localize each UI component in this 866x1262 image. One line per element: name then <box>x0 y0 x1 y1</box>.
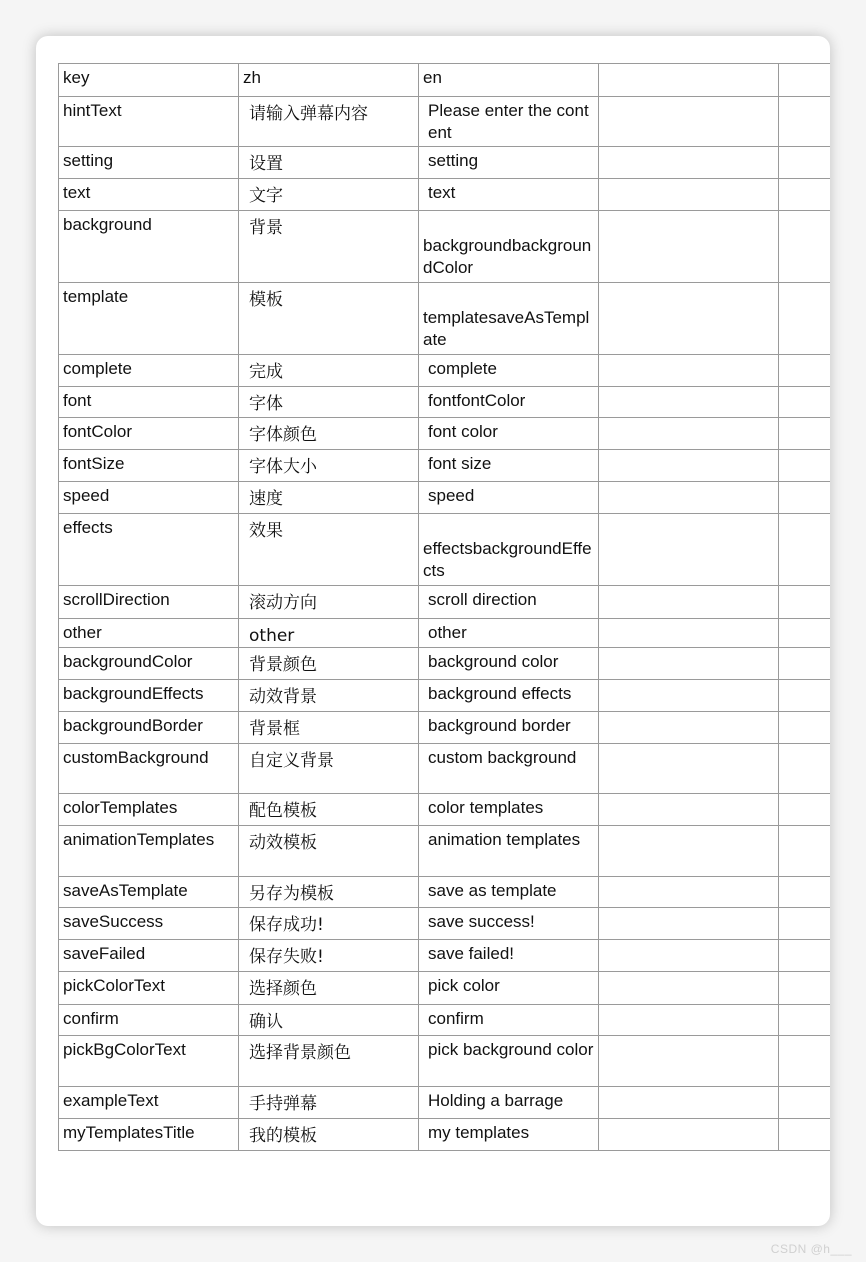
cell-en: my templates <box>419 1119 599 1151</box>
cell-empty-1 <box>599 744 779 794</box>
header-zh: zh <box>239 64 419 97</box>
cell-key: fontColor <box>59 418 239 450</box>
table-row <box>59 744 831 794</box>
cell-empty-2 <box>779 619 831 648</box>
cell-en: color templates <box>419 794 599 826</box>
cell-zh: 动效模板 <box>239 826 419 877</box>
table-row <box>59 712 831 744</box>
cell-en: pick background color <box>419 1036 599 1087</box>
cell-empty-1 <box>599 648 779 680</box>
cell-en: backgroundbackgroundColor <box>419 211 599 283</box>
cell-empty-1 <box>599 179 779 211</box>
table-row <box>59 283 831 355</box>
cell-zh: 效果 <box>239 514 419 586</box>
cell-empty-1 <box>599 1036 779 1087</box>
cell-key: pickColorText <box>59 972 239 1005</box>
cell-empty-2 <box>779 147 831 179</box>
table-row <box>59 482 831 514</box>
cell-key: hintText <box>59 97 239 147</box>
table-row <box>59 1119 831 1151</box>
translation-table <box>58 63 830 1151</box>
cell-zh: 选择颜色 <box>239 972 419 1005</box>
cell-en: Holding a barrage <box>419 1087 599 1119</box>
table-row <box>59 211 831 283</box>
cell-zh: 模板 <box>239 283 419 355</box>
cell-key: backgroundBorder <box>59 712 239 744</box>
cell-key: saveFailed <box>59 940 239 972</box>
cell-empty-2 <box>779 514 831 586</box>
cell-key: myTemplatesTitle <box>59 1119 239 1151</box>
header-key: key <box>59 64 239 97</box>
cell-zh: 手持弹幕 <box>239 1087 419 1119</box>
cell-empty-2 <box>779 179 831 211</box>
cell-key: effects <box>59 514 239 586</box>
cell-en: text <box>419 179 599 211</box>
header-empty-2 <box>779 64 831 97</box>
cell-zh: 保存成功! <box>239 908 419 940</box>
cell-empty-1 <box>599 619 779 648</box>
cell-zh: 另存为模板 <box>239 877 419 908</box>
cell-key: background <box>59 211 239 283</box>
cell-en: other <box>419 619 599 648</box>
table-row <box>59 794 831 826</box>
table-header-row <box>59 64 831 97</box>
cell-en: speed <box>419 482 599 514</box>
cell-key: pickBgColorText <box>59 1036 239 1087</box>
cell-en: save failed! <box>419 940 599 972</box>
cell-empty-2 <box>779 972 831 1005</box>
table-row <box>59 179 831 211</box>
cell-key: animationTemplates <box>59 826 239 877</box>
cell-empty-1 <box>599 450 779 482</box>
cell-empty-1 <box>599 586 779 619</box>
cell-en: custom background <box>419 744 599 794</box>
cell-en: font size <box>419 450 599 482</box>
cell-empty-1 <box>599 147 779 179</box>
cell-empty-1 <box>599 283 779 355</box>
cell-empty-2 <box>779 1119 831 1151</box>
cell-empty-1 <box>599 712 779 744</box>
cell-empty-2 <box>779 97 831 147</box>
cell-zh: 速度 <box>239 482 419 514</box>
cell-empty-1 <box>599 482 779 514</box>
cell-empty-1 <box>599 355 779 387</box>
table-row <box>59 908 831 940</box>
cell-key: complete <box>59 355 239 387</box>
cell-key: backgroundEffects <box>59 680 239 712</box>
cell-key: colorTemplates <box>59 794 239 826</box>
cell-en: font color <box>419 418 599 450</box>
cell-key: text <box>59 179 239 211</box>
cell-empty-2 <box>779 1087 831 1119</box>
cell-empty-2 <box>779 648 831 680</box>
table-row <box>59 514 831 586</box>
cell-empty-1 <box>599 680 779 712</box>
cell-zh: 请输入弹幕内容 <box>239 97 419 147</box>
cell-key: template <box>59 283 239 355</box>
cell-empty-2 <box>779 712 831 744</box>
cell-empty-1 <box>599 908 779 940</box>
cell-zh: 确认 <box>239 1005 419 1036</box>
table-row <box>59 97 831 147</box>
cell-key: customBackground <box>59 744 239 794</box>
cell-empty-1 <box>599 1087 779 1119</box>
cell-empty-1 <box>599 826 779 877</box>
cell-empty-1 <box>599 1005 779 1036</box>
cell-en: pick color <box>419 972 599 1005</box>
cell-en: background effects <box>419 680 599 712</box>
cell-zh: 动效背景 <box>239 680 419 712</box>
cell-empty-2 <box>779 940 831 972</box>
table-row <box>59 648 831 680</box>
cell-key: confirm <box>59 1005 239 1036</box>
table-row <box>59 877 831 908</box>
cell-en: background border <box>419 712 599 744</box>
cell-empty-1 <box>599 514 779 586</box>
table-row <box>59 586 831 619</box>
cell-key: other <box>59 619 239 648</box>
cell-key: backgroundColor <box>59 648 239 680</box>
cell-key: saveAsTemplate <box>59 877 239 908</box>
cell-en: setting <box>419 147 599 179</box>
cell-en: Please enter the content <box>419 97 599 147</box>
cell-empty-2 <box>779 283 831 355</box>
cell-empty-2 <box>779 482 831 514</box>
cell-key: speed <box>59 482 239 514</box>
cell-empty-2 <box>779 211 831 283</box>
cell-zh: 文字 <box>239 179 419 211</box>
cell-zh: 背景 <box>239 211 419 283</box>
cell-empty-1 <box>599 877 779 908</box>
cell-en: save success! <box>419 908 599 940</box>
cell-zh: 字体 <box>239 387 419 418</box>
header-en: en <box>419 64 599 97</box>
cell-zh: 保存失败! <box>239 940 419 972</box>
cell-key: fontSize <box>59 450 239 482</box>
table-row <box>59 450 831 482</box>
cell-empty-2 <box>779 586 831 619</box>
cell-en: effectsbackgroundEffects <box>419 514 599 586</box>
cell-zh: other <box>239 619 419 648</box>
cell-zh: 字体颜色 <box>239 418 419 450</box>
cell-zh: 完成 <box>239 355 419 387</box>
table-row <box>59 147 831 179</box>
cell-empty-2 <box>779 418 831 450</box>
cell-empty-1 <box>599 97 779 147</box>
cell-zh: 背景颜色 <box>239 648 419 680</box>
table-row <box>59 1087 831 1119</box>
cell-key: saveSuccess <box>59 908 239 940</box>
table-row <box>59 1005 831 1036</box>
cell-key: font <box>59 387 239 418</box>
cell-empty-2 <box>779 826 831 877</box>
cell-zh: 配色模板 <box>239 794 419 826</box>
table-row <box>59 680 831 712</box>
cell-empty-2 <box>779 744 831 794</box>
cell-en: save as template <box>419 877 599 908</box>
cell-empty-2 <box>779 450 831 482</box>
cell-empty-2 <box>779 680 831 712</box>
cell-zh: 自定义背景 <box>239 744 419 794</box>
cell-key: scrollDirection <box>59 586 239 619</box>
cell-en: animation templates <box>419 826 599 877</box>
table-row <box>59 387 831 418</box>
cell-en: complete <box>419 355 599 387</box>
cell-empty-1 <box>599 387 779 418</box>
watermark: CSDN @h___ <box>770 1242 852 1256</box>
cell-empty-1 <box>599 972 779 1005</box>
cell-en: templatesaveAsTemplate <box>419 283 599 355</box>
document-page <box>36 36 830 1226</box>
cell-empty-2 <box>779 794 831 826</box>
cell-empty-1 <box>599 418 779 450</box>
cell-zh: 设置 <box>239 147 419 179</box>
cell-en: confirm <box>419 1005 599 1036</box>
table-row <box>59 355 831 387</box>
cell-zh: 我的模板 <box>239 1119 419 1151</box>
table-row <box>59 418 831 450</box>
cell-key: setting <box>59 147 239 179</box>
cell-empty-2 <box>779 877 831 908</box>
cell-en: background color <box>419 648 599 680</box>
cell-empty-1 <box>599 794 779 826</box>
cell-zh: 背景框 <box>239 712 419 744</box>
cell-empty-1 <box>599 940 779 972</box>
cell-zh: 滚动方向 <box>239 586 419 619</box>
table-row <box>59 940 831 972</box>
header-empty-1 <box>599 64 779 97</box>
cell-key: exampleText <box>59 1087 239 1119</box>
cell-en: fontfontColor <box>419 387 599 418</box>
cell-empty-2 <box>779 1036 831 1087</box>
cell-empty-2 <box>779 1005 831 1036</box>
cell-zh: 字体大小 <box>239 450 419 482</box>
cell-zh: 选择背景颜色 <box>239 1036 419 1087</box>
cell-en: scroll direction <box>419 586 599 619</box>
cell-empty-2 <box>779 387 831 418</box>
cell-empty-2 <box>779 355 831 387</box>
table-row <box>59 826 831 877</box>
table-row <box>59 619 831 648</box>
cell-empty-1 <box>599 1119 779 1151</box>
cell-empty-2 <box>779 908 831 940</box>
cell-empty-1 <box>599 211 779 283</box>
table-row <box>59 972 831 1005</box>
table-row <box>59 1036 831 1087</box>
